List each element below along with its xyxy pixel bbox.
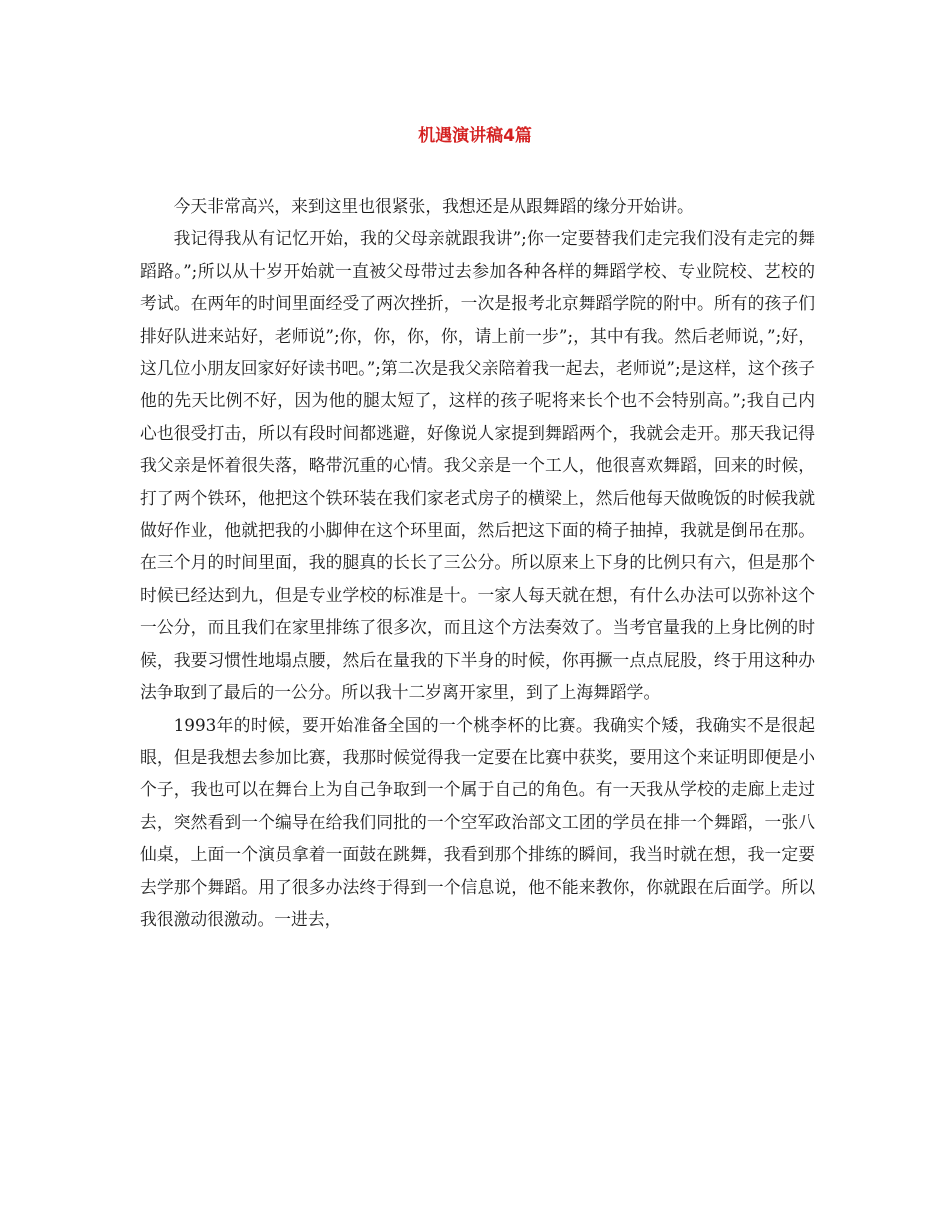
paragraph-1: 今天非常高兴，来到这里也很紧张，我想还是从跟舞蹈的缘分开始讲。 (173, 196, 694, 216)
paragraph-2: 我记得我从有记忆开始，我的父母亲就跟我讲”;你一定要替我们走完我们没有走完的舞蹈路。”;所以从十岁开始就一直被父母带过去参加各种各样的舞蹈学校、专业院校、艺校的考试。在两年的时间里面经受了两次挫折，一次是报考北京舞蹈学院的附中。所有的孩子们排好队进来站好，老师说”;你，你，你，你，请上前一步”;，其中有我。然后老师说，”;好，这几位小朋友回家好好读书吧。”;第二次是我父亲陪着我一起去，老师说”;是这样，这个孩子他的先天比例不好，因为他的腿太短了，这样的孩子呢将来长个也不会特别高。”;我自己内心也很受打击，所以有段时间都逃避，好像说人家提到舞蹈两个，我就会走开。那天我记得我父亲是怀着很失落，略带沉重的心情。我父亲是一个工人，他很喜欢舞蹈，回来的时候，打了两个铁环，他把这个铁环装在我们家老式房子的横梁上，然后他每天做晚饭的时候我就做好作业，他就把我的小脚伸在这个环里面，然后把这下面的椅子抽掉，我就是倒吊在那。在三个月的时间里面，我的腿真的长长了三公分。所以原来上下身的比例只有六，但是那个时候已经达到九，但是专业学校的标准是十。一家人每天就在想，有什么办法可以弥补这个一公分，而且我们在家里排练了很多次，而且这个方法奏效了。当考官量我的上身比例的时候，我要习惯性地塌点腰，然后在量我的下半身的时候，你再撅一点点屁股，终于用这种办法争取到了最后的一公分。所以我十二岁离开家里，到了上海舞蹈学。 (140, 228, 815, 703)
document-body (140, 190, 815, 935)
paragraph-3: 1993年的时候，要开始准备全国的一个桃李杯的比赛。我确实个矮，我确实不是很起眼，但是我想去参加比赛，我那时候觉得我一定要在比赛中获奖，要用这个来证明即便是小个子，我也可以在舞台上为自己争取到一个属于自己的角色。有一天我从学校的走廊上走过去，突然看到一个编导在给我们同批的一个空军政治部文工团的学员在排一个舞蹈，一张八仙桌，上面一个演员拿着一面鼓在跳舞，我看到那个排练的瞬间，我当时就在想，我一定要去学那个舞蹈。用了很多办法终于得到一个信息说，他不能来教你，你就跟在后面学。所以我很激动很激动。一进去， (140, 714, 815, 929)
document-title: 机遇演讲稿4篇 (418, 126, 532, 146)
